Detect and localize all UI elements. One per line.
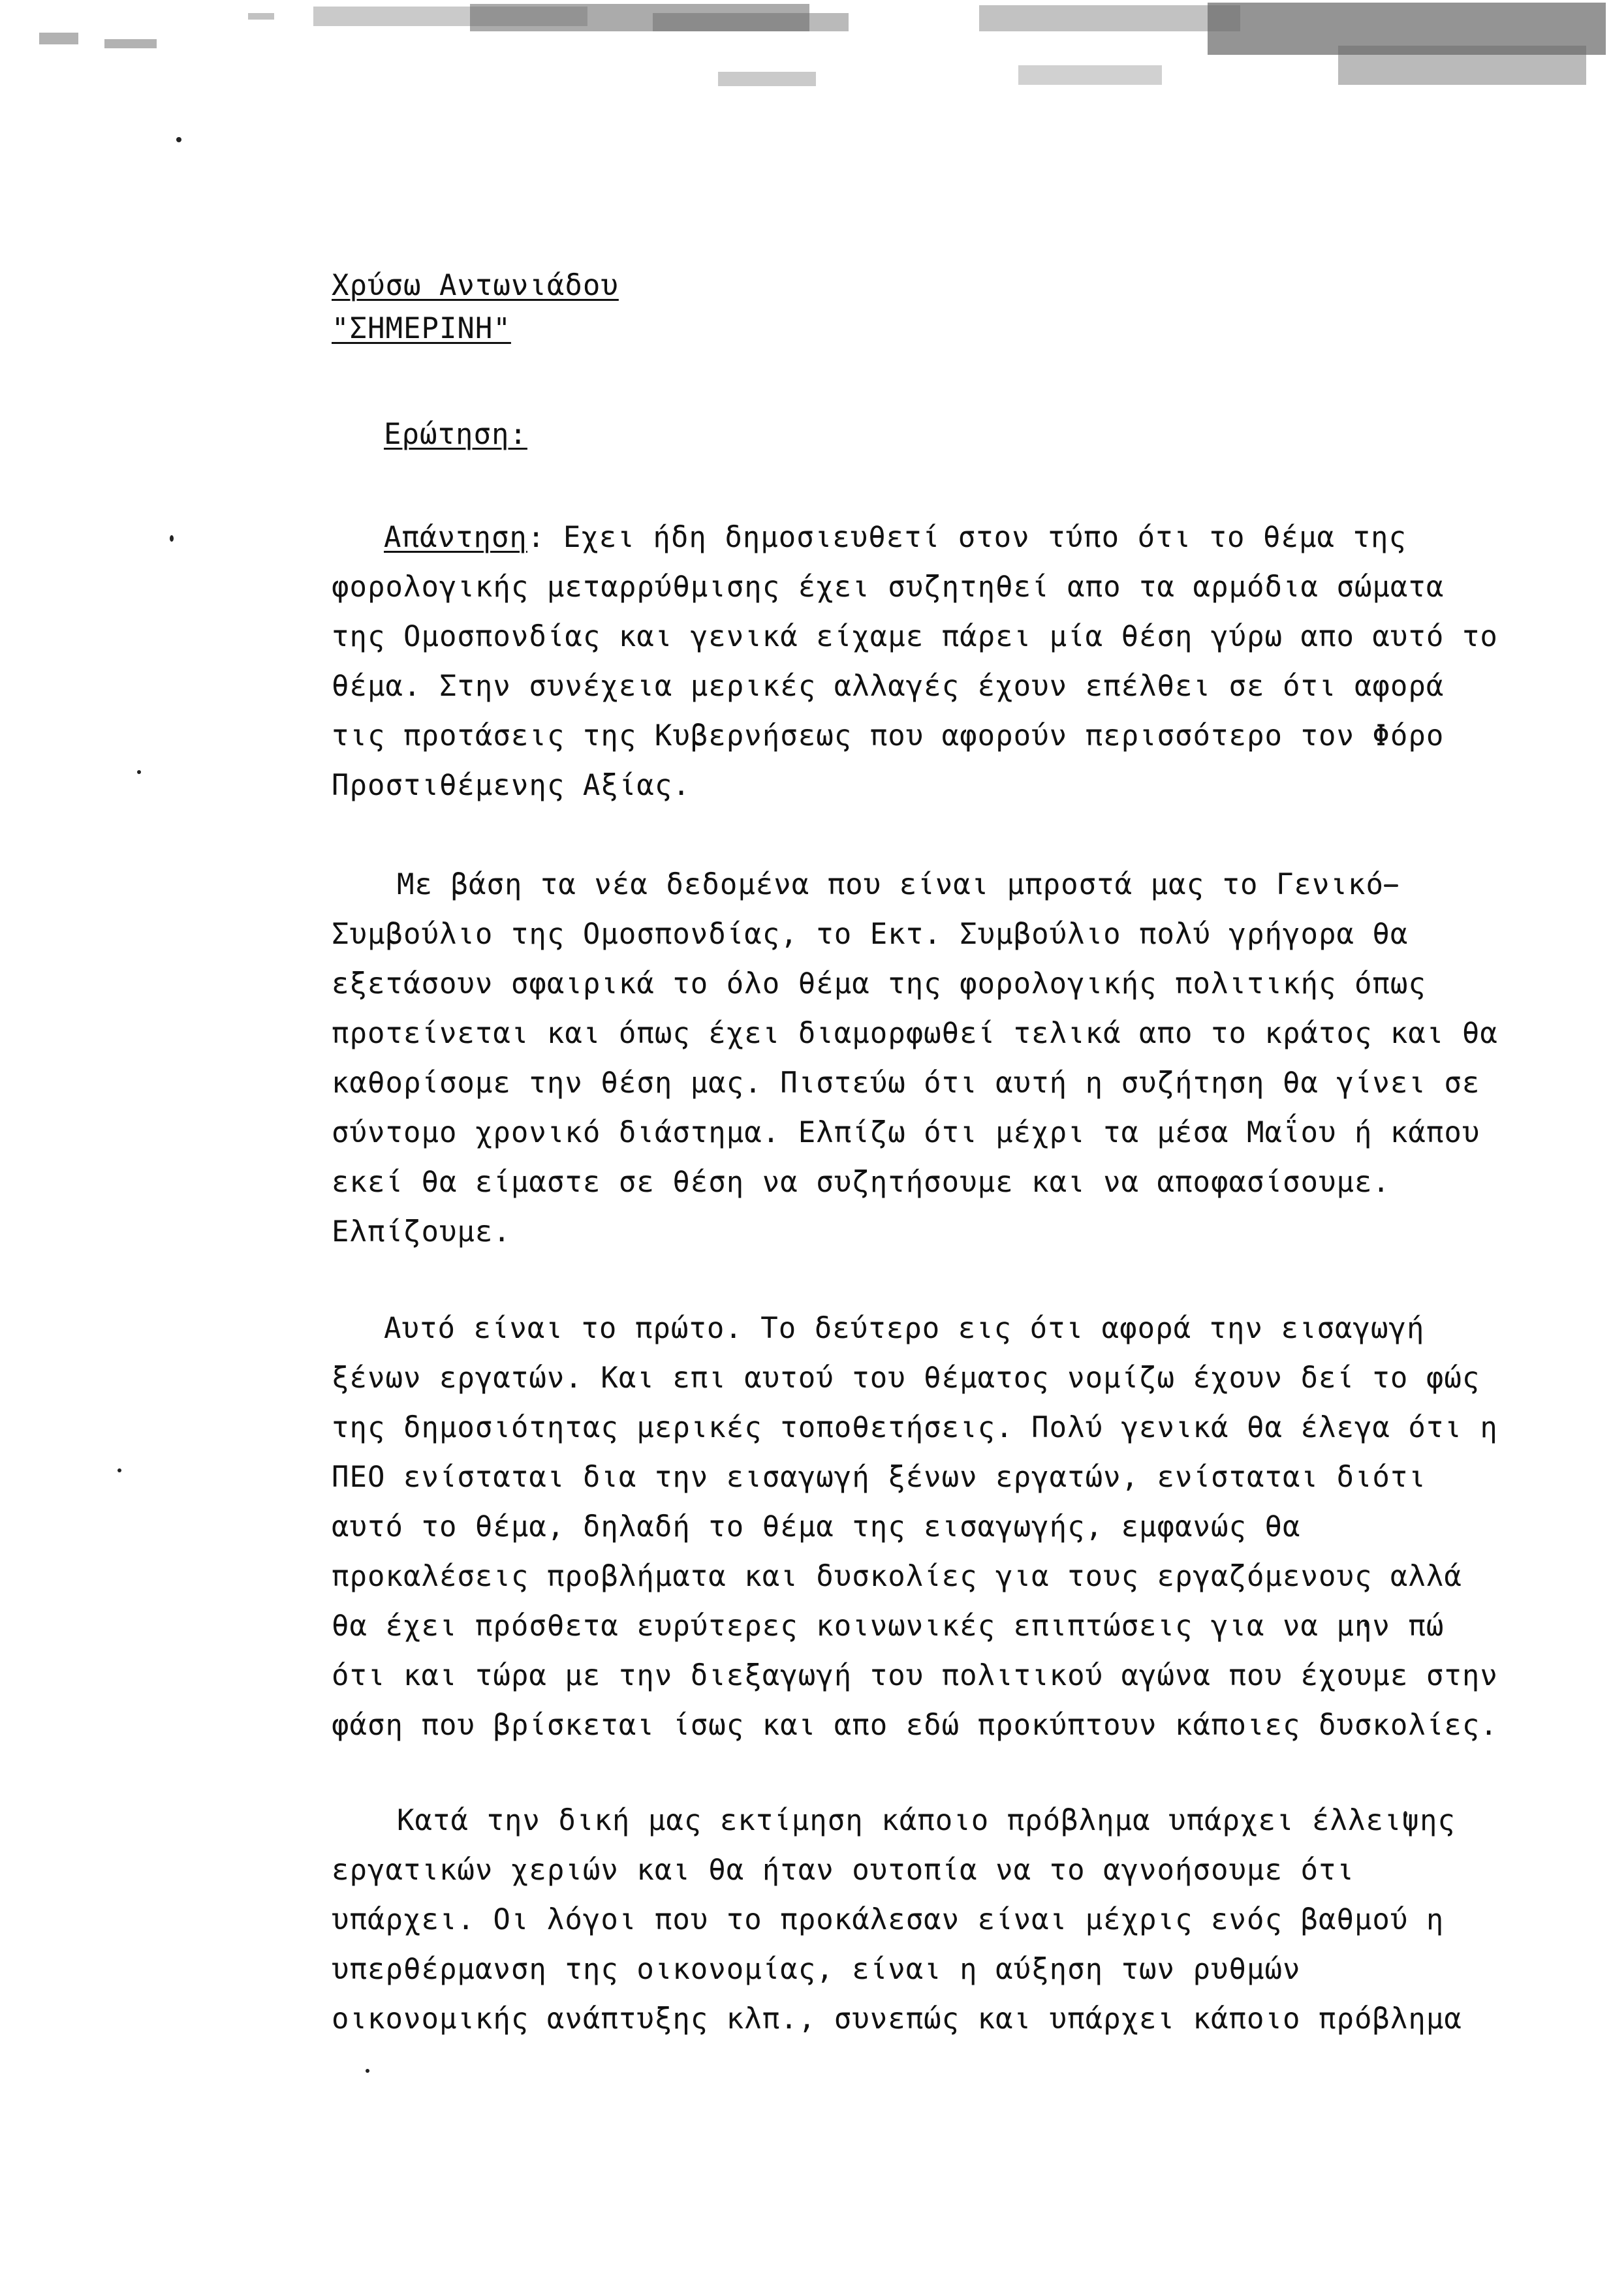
text-line: καθορίσομε την θέση μας. Πιστεύω ότι αυτή η συζήτηση θα γίνει σε (332, 1066, 1480, 1100)
text-line: ΠΕΟ ενίσταται δια την εισαγωγή ξένων εργατών, ενίσταται διότι (332, 1461, 1426, 1494)
text-line: εργατικών χεριών και θα ήταν ουτοπία να το αγνοήσουμε ότι (332, 1854, 1354, 1887)
text-line: υπερθέρμανση της οικονομίας, είναι η αύξηση των ρυθμών (332, 1953, 1301, 1986)
text-line: τις προτάσεις της Κυβερνήσεως που αφορούν περισσότερο τον Φόρο (332, 719, 1445, 752)
answer-first-line: : Εχει ήδη δημοσιευθετί στον τύπο ότι το θέμα της (527, 521, 1407, 554)
stray-mark (137, 770, 141, 774)
text-line: αυτό το θέμα, δηλαδή το θέμα της εισαγωγής, εμφανώς θα (332, 1510, 1301, 1544)
text-line: ότι και τώρα με την διεξαγωγή του πολιτικού αγώνα που έχουμε στην (332, 1659, 1498, 1692)
text-line: της Ομοσπονδίας και γενικά είχαμε πάρει μία θέση γύρω απο αυτό το (332, 620, 1498, 653)
text-line: Προστιθέμενης Αξίας. (332, 769, 691, 802)
answer-paragraph-1 (332, 513, 1498, 811)
text-line: φάση που βρίσκεται ίσως και απο εδώ προκύπτουν κάποιες δυσκολίες. (332, 1709, 1498, 1742)
stray-mark (117, 1468, 121, 1472)
text-line: θα έχει πρόσθετα ευρύτερες κοινωνικές επιπτώσεις για να μην πώ (332, 1609, 1445, 1643)
stray-mark (176, 137, 181, 142)
author-name: Χρύσω Αντωνιάδου (332, 269, 619, 302)
question-label: Ερώτηση: (384, 418, 527, 451)
text-line: φορολογικής μεταρρύθμισης έχει συζητηθεί απο τα αρμόδια σώματα (332, 570, 1445, 604)
header (332, 261, 1467, 354)
text-line: προτείνεται και όπως έχει διαμορφωθεί τελικά απο το κράτος και θα (332, 1017, 1498, 1050)
publication-name: "ΣΗΜΕΡΙΝΗ" (332, 312, 511, 345)
answer-paragraph-4 (332, 1796, 1467, 2044)
answer-label: Απάντηση (384, 521, 527, 554)
text-line: οικονομικής ανάπτυξης κλπ., συνεπώς και υπάρχει κάποιο πρόβλημα (332, 2002, 1462, 2036)
text-line: εξετάσουν σφαιρικά το όλο θέμα της φορολογικής πολιτικής όπως (332, 967, 1426, 1001)
text-line: Ελπίζουμε. (332, 1215, 511, 1249)
text-line: υπάρχει. Οι λόγοι που το προκάλεσαν είναι μέχρις ενός βαθμού η (332, 1903, 1445, 1936)
stray-mark (366, 2069, 369, 2073)
answer-paragraph-2 (332, 860, 1498, 1257)
text-line: προκαλέσεις προβλήματα και δυσκολίες για τους εργαζόμενους αλλά (332, 1560, 1462, 1593)
text-line: θέμα. Στην συνέχεια μερικές αλλαγές έχουν επέλθει σε ότι αφορά (332, 670, 1445, 703)
text-line: Συμβούλιο της Ομοσπονδίας, το Εκτ. Συμβούλιο πολύ γρήγορα θα (332, 918, 1409, 951)
answer-paragraph-3 (332, 1304, 1498, 1750)
text-line: σύντομο χρονικό διάστημα. Ελπίζω ότι μέχρι τα μέσα Μαΐου ή κάπου (332, 1116, 1480, 1149)
text-line: Με βάση τα νέα δεδομένα που είναι μπροστά μας το Γενικό (397, 868, 1384, 901)
text-line: Κατά την δική μας εκτίμηση κάποιο πρόβλημα υπάρχει έλλειψης (397, 1804, 1456, 1837)
text-line: Αυτό είναι το πρώτο. Το δεύτερο εις ότι αφορά την εισαγωγή (384, 1312, 1425, 1345)
text-line: εκεί θα είμαστε σε θέση να συζητήσουμε και να αποφασίσουμε. (332, 1166, 1390, 1199)
question-section (332, 410, 1467, 459)
text-line: ξένων εργατών. Και επι αυτού του θέματος νομίζω έχουν δεί το φώς (332, 1361, 1480, 1395)
scan-noise (0, 0, 1611, 131)
stray-mark (170, 535, 174, 542)
text-line: της δημοσιότητας μερικές τοποθετήσεις. Πολύ γενικά θα έλεγα ότι η (332, 1411, 1498, 1444)
